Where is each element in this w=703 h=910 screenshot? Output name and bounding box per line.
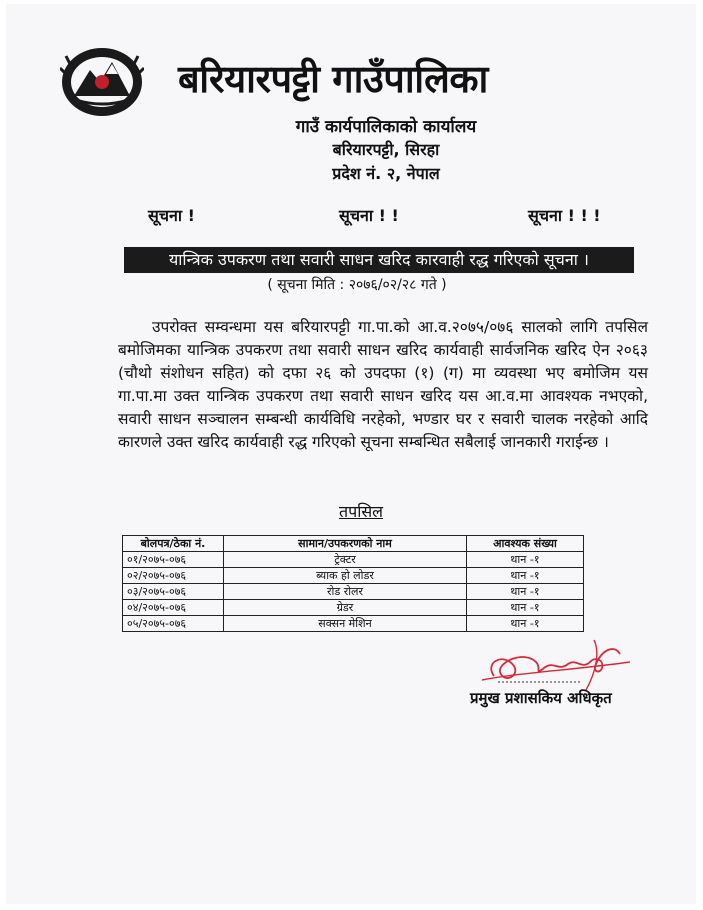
item-name-cell: सक्सन मेशिन	[224, 616, 467, 632]
table-header-row	[123, 536, 584, 552]
item-name-cell: रोड रोलर	[224, 584, 467, 600]
quantity-cell: थान -१	[467, 600, 584, 616]
tender-number-cell: ०२/२०७५-०७६	[123, 568, 224, 584]
quantity-cell: थान -१	[467, 552, 584, 568]
item-name-cell: ट्रेक्टर	[224, 552, 467, 568]
quantity-cell: थान -१	[467, 616, 584, 632]
org-name-heading: बरियारपट्टी गाउँपालिका	[178, 57, 488, 101]
tender-number-cell: ०४/२०७५-०७६	[123, 600, 224, 616]
column-header: आवश्यक संख्या	[467, 536, 584, 552]
quantity-cell: थान -१	[467, 568, 584, 584]
quantity-cell: थान -१	[467, 584, 584, 600]
table-row	[123, 616, 584, 632]
office-name: गाउँ कार्यपालिकाको कार्यालय	[295, 117, 477, 137]
notice-body: उपरोक्त सम्वन्धमा यस बरियारपट्टी गा.पा.को आ.व.२०७५/०७६ सालको लागि तपसिल बमोजिमका यान्त्रिक उपकरण तथा सवारी साधन खरिद कार्यवाही सार्वजनिक खरिद ऐन २०६३ (चौथो संशोधन सहित) को दफा २६ को उपदफा (१) (ग) मा व्यवस्था भए बमोजिम यस गा.पा.मा उक्त यान्त्रिक उपकरण तथा सवारी साधन खरिद यस आ.व.मा आवश्यक नभएको, सवारी साधन सञ्चालन सम्बन्धी कार्यविधि नरहेको, भण्डार घर र सवारी चालक नरहेको आदि कारणले उक्त खरिद कार्यवाही रद्ध गरिएको सूचना सम्बन्धित सबैलाई जानकारी गराईन्छ ।	[118, 318, 648, 451]
notice-headline: यान्त्रिक उपकरण तथा सवारी साधन खरिद कारवाही रद्ध गरिएको सूचना ।	[124, 247, 634, 273]
table-row	[123, 552, 584, 568]
table-row	[123, 584, 584, 600]
notice-label: सूचना ! !	[339, 206, 399, 225]
table-row	[123, 600, 584, 616]
item-name-cell: ब्याक हो लोडर	[224, 568, 467, 584]
table-row	[123, 568, 584, 584]
details-heading: तपसिल	[338, 502, 384, 521]
office-address: बरियारपट्टी, सिरहा	[332, 140, 440, 159]
handwritten-signature	[474, 632, 634, 694]
tender-number-cell: ०५/२०७५-०७६	[123, 616, 224, 632]
column-header: सामान/उपकरणको नाम	[224, 536, 467, 552]
province-line: प्रदेश नं. २, नेपाल	[332, 164, 440, 183]
notice-label: सूचना !	[148, 206, 195, 225]
tender-number-cell: ०१/२०७५-०७६	[123, 552, 224, 568]
column-header: बोलपत्र/ठेका नं.	[123, 536, 224, 552]
notice-date: ( सूचना मिति : २०७६/०२/२८ गते )	[267, 277, 447, 293]
items-table	[122, 535, 584, 632]
government-seal-logo	[60, 44, 144, 118]
item-name-cell: ग्रेडर	[224, 600, 467, 616]
document-page	[6, 4, 696, 904]
signer-title: प्रमुख प्रशासकिय अधिकृत	[470, 689, 612, 707]
tender-number-cell: ०३/२०७५-०७६	[123, 584, 224, 600]
notice-label: सूचना ! ! !	[528, 206, 601, 225]
